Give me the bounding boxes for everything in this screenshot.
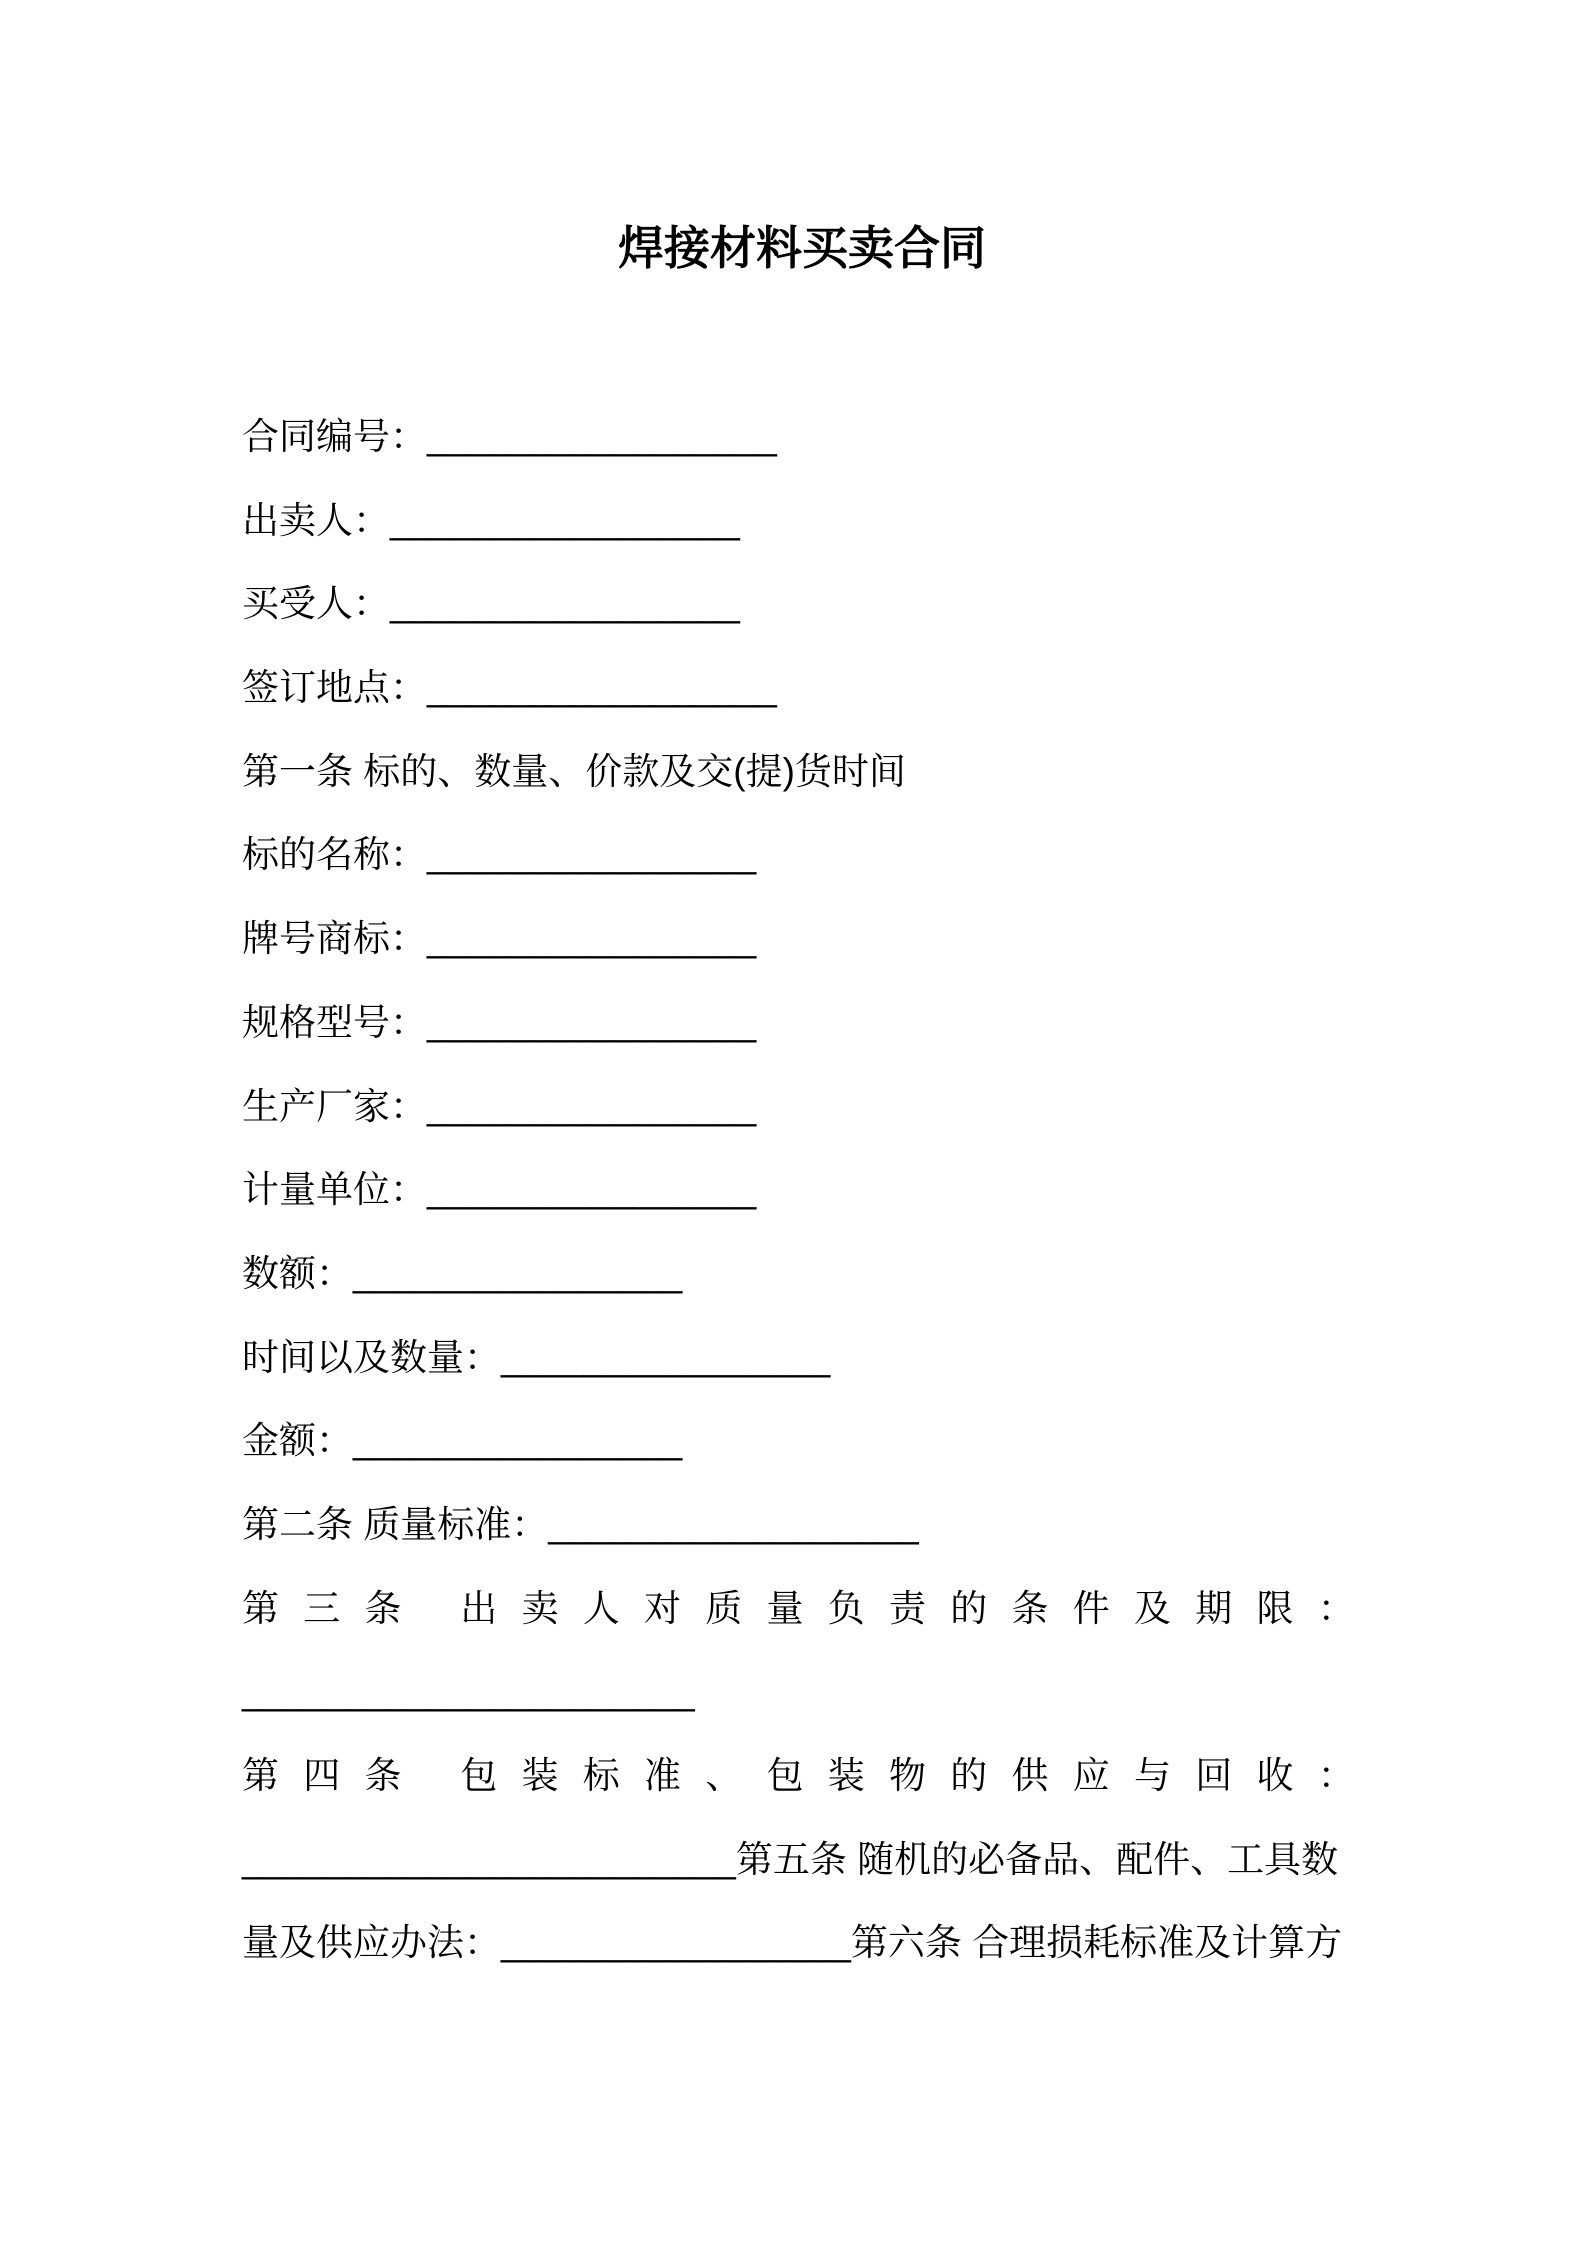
article1-heading-text: 第一条 标的、数量、价款及交(提)货时间	[242, 750, 906, 792]
field-blank: ________________	[427, 1169, 757, 1211]
unit-of-measure-line	[242, 1148, 1355, 1232]
article6-heading-start: 第六条 合理损耗标准及计算方	[850, 1922, 1343, 1964]
brand-trademark-line	[242, 897, 1355, 981]
article3-heading	[242, 1567, 1355, 1651]
article4-blank: ________________________	[242, 1838, 736, 1880]
article1-heading	[242, 730, 1355, 814]
article2-blank: __________________	[548, 1503, 919, 1545]
heading-char: 装	[521, 1755, 559, 1796]
article3-blank: ______________________	[242, 1671, 695, 1713]
article5-heading-cont: 量及供应办法：	[242, 1922, 501, 1964]
heading-char: 量	[766, 1587, 804, 1629]
heading-char: 对	[644, 1587, 682, 1629]
field-label: 规格型号：	[242, 1001, 427, 1043]
heading-char: 的	[950, 1755, 988, 1796]
field-label: 标的名称：	[242, 834, 427, 876]
document-body	[242, 395, 1355, 1985]
heading-char: 装	[827, 1755, 865, 1796]
field-label: 计量单位：	[242, 1169, 427, 1211]
time-and-quantity-line	[242, 1316, 1355, 1400]
heading-char: 条	[1011, 1587, 1049, 1629]
heading-char: 收	[1256, 1755, 1294, 1796]
field-label: 数额：	[242, 1252, 353, 1294]
seller-blank: _________________	[390, 499, 740, 541]
heading-char: 、	[705, 1755, 743, 1796]
article2-line	[242, 1483, 1355, 1567]
heading-char: ：	[1317, 1587, 1355, 1629]
contract-number-line	[242, 395, 1355, 479]
contract-number-label: 合同编号：	[242, 416, 427, 457]
article2-label: 第二条 质量标准：	[242, 1503, 549, 1545]
field-label: 生产厂家：	[242, 1085, 427, 1127]
field-blank: ________________	[427, 834, 757, 876]
buyer-label: 买受人：	[242, 583, 390, 625]
heading-char: 标	[582, 1755, 620, 1796]
buyer-line	[242, 562, 1355, 646]
heading-char: 条	[364, 1587, 402, 1629]
heading-char	[426, 1567, 436, 1651]
article5-heading-start: 第五条 随机的必备品、配件、工具数	[735, 1838, 1339, 1880]
field-blank: ________________	[427, 918, 757, 960]
heading-char: 包	[460, 1755, 498, 1796]
heading-char: 的	[950, 1587, 988, 1629]
field-blank: ________________	[501, 1336, 831, 1378]
amount-line	[242, 1399, 1355, 1483]
signing-place-blank: _________________	[427, 667, 777, 709]
heading-char: 期	[1195, 1587, 1233, 1629]
buyer-blank: _________________	[390, 583, 740, 625]
heading-char: 负	[827, 1587, 865, 1629]
heading-char: 及	[1134, 1587, 1172, 1629]
heading-char: 与	[1134, 1755, 1172, 1796]
subject-name-line	[242, 813, 1355, 897]
heading-char: 应	[1072, 1755, 1110, 1796]
seller-line	[242, 479, 1355, 563]
heading-char: 回	[1195, 1755, 1233, 1796]
heading-char: 三	[303, 1587, 341, 1629]
field-label: 牌号商标：	[242, 918, 427, 960]
heading-char: 件	[1072, 1587, 1110, 1629]
seller-label: 出卖人：	[242, 499, 390, 541]
heading-char: 条	[364, 1755, 402, 1796]
signing-place-label: 签订地点：	[242, 667, 427, 709]
article5-blank: _________________	[501, 1922, 851, 1964]
field-blank: ________________	[427, 1001, 757, 1043]
contract-number-blank: _________________	[427, 416, 777, 457]
heading-char: ：	[1317, 1755, 1355, 1796]
heading-char: 第	[242, 1587, 279, 1629]
field-blank: ________________	[353, 1252, 683, 1294]
heading-char: 第	[242, 1755, 279, 1796]
heading-char: 四	[303, 1755, 341, 1796]
article3-blank-line	[242, 1650, 1355, 1734]
field-blank: ________________	[427, 1085, 757, 1127]
signing-place-line	[242, 646, 1355, 730]
article4-article5-line	[242, 1818, 1355, 1902]
heading-char: 包	[766, 1755, 804, 1796]
article5-article6-line	[242, 1901, 1355, 1985]
article4-heading	[242, 1734, 1355, 1818]
heading-char: 出	[460, 1587, 498, 1629]
heading-char: 质	[705, 1587, 743, 1629]
manufacturer-line	[242, 1065, 1355, 1149]
heading-char: 卖	[521, 1587, 559, 1629]
quantity-line	[242, 1232, 1355, 1316]
specification-model-line	[242, 981, 1355, 1065]
heading-char: 供	[1011, 1755, 1049, 1796]
heading-char	[426, 1734, 436, 1818]
document-title: 焊接材料买卖合同	[618, 222, 986, 274]
field-blank: ________________	[353, 1420, 683, 1462]
heading-char: 人	[582, 1587, 620, 1629]
heading-char: 准	[644, 1755, 682, 1796]
heading-char: 限	[1256, 1587, 1294, 1629]
heading-char: 责	[889, 1587, 927, 1629]
heading-char: 物	[889, 1755, 927, 1796]
field-label: 金额：	[242, 1420, 353, 1462]
field-label: 时间以及数量：	[242, 1336, 501, 1378]
